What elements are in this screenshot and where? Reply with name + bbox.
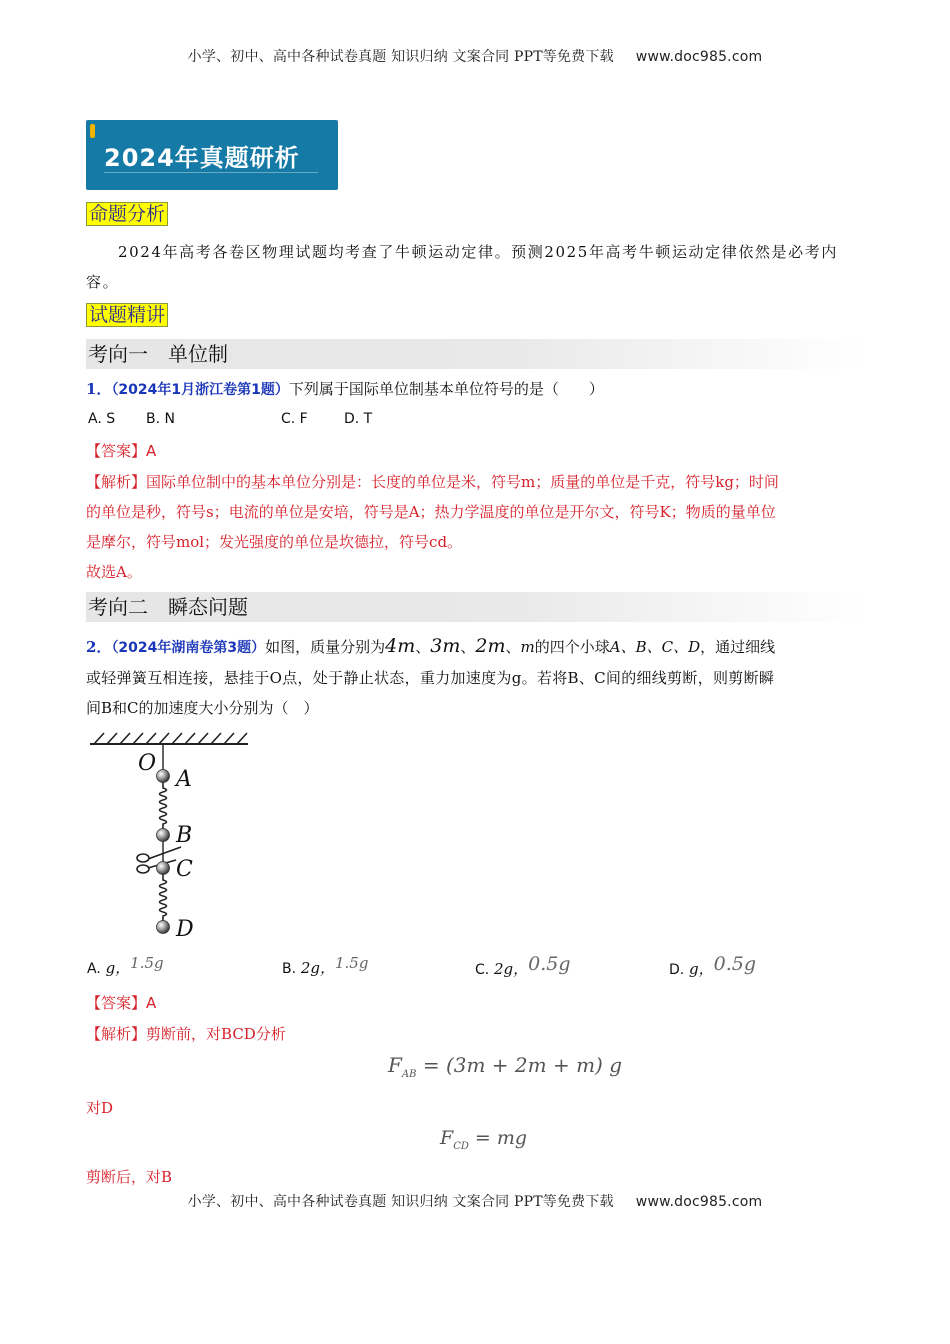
ball-a	[157, 770, 170, 783]
q2-stem-line-2: 或轻弹簧互相连接，悬挂于O点，处于静止状态，重力加速度为g。若将B、C间的细线剪断，则剪断瞬	[86, 669, 775, 687]
q1-option-c[interactable]: C. F	[281, 411, 308, 427]
q1-answer	[86, 436, 156, 466]
q1-answer-label: 【答案】	[86, 442, 147, 460]
q1-analysis-line-1: 国际单位制中的基本单位分别是：长度的单位是米，符号m；质量的单位是千克，符号kg；时间	[146, 473, 779, 491]
page-footer	[0, 1191, 950, 1211]
analysis-label: 命题分析	[86, 202, 168, 226]
q2-option-a[interactable]: A. g，1.5g	[87, 954, 164, 977]
q2-answer-label: 【答案】	[86, 994, 147, 1012]
spring-a-b	[160, 782, 167, 829]
section-1-title: 考向一 单位制	[86, 339, 866, 369]
header-text: 小学、初中、高中各种试卷真题 知识归纳 文案合同 PPT等免费下载	[187, 49, 614, 65]
ball-b	[157, 829, 170, 842]
q2-analysis-3: 剪断后，对B	[86, 1168, 173, 1186]
q2-option-b[interactable]: B. 2g，1.5g	[282, 954, 369, 977]
q2-stem-line-1: 2．（2024年湖南卷第3题）如图，质量分别为4m、3m、2m、m的四个小球A、B、C、D，通过细线	[86, 635, 776, 657]
title-banner	[86, 120, 338, 190]
q1-option-b[interactable]: B. N	[146, 411, 175, 427]
q2-analysis-2: 对D	[86, 1099, 114, 1117]
formula-f-ab: $F_{AB} = (3m + 2m + m)$ g	[388, 1053, 622, 1080]
footer-text: 小学、初中、高中各种试卷真题 知识归纳 文案合同 PPT等免费下载	[187, 1194, 614, 1210]
q1-source: （2024年1月浙江卷第1题）	[111, 382, 289, 398]
q2-stem-line-3: 间B和C的加速度大小分别为（ ）	[86, 699, 319, 717]
q2-option-c[interactable]: C. 2g，0.5g	[475, 953, 571, 978]
q2-answer-value: A	[146, 994, 157, 1012]
ball-c	[157, 862, 170, 875]
label-b: B	[176, 823, 193, 848]
lecture-heading	[86, 302, 168, 328]
q1-analysis-line-2: 的单位是秒，符号s；电流的单位是安培，符号是A；热力学温度的单位是开尔文，符号K；物质的量单位	[86, 503, 776, 521]
q1-analysis-label: 【解析】	[86, 473, 147, 491]
q1-analysis-line-3: 是摩尔，符号mol；发光强度的单位是坎德拉，符号cd。	[86, 533, 463, 551]
banner-underline	[104, 172, 318, 173]
q1-conclusion: 故选A。	[86, 563, 142, 581]
header-url[interactable]: www.doc985.com	[635, 49, 763, 65]
q2-number: 2．	[86, 638, 112, 656]
ball-d	[157, 921, 170, 934]
q2-source: （2024年湖南卷第3题）	[111, 640, 266, 656]
banner-accent	[90, 124, 95, 138]
section-2-title: 考向二 瞬态问题	[86, 592, 866, 622]
banner-title: 2024年真题研析	[104, 144, 300, 172]
footer-url[interactable]: www.doc985.com	[635, 1194, 763, 1210]
q1-option-a[interactable]: A. S	[88, 411, 116, 427]
analysis-text: 2024年高考各卷区物理试题均考查了牛顿运动定律。预测2025年高考牛顿运动定律依然是必考内容。	[86, 243, 838, 291]
analysis-heading	[86, 201, 168, 227]
q1-answer-value: A	[146, 442, 157, 460]
spring-c-d	[160, 874, 167, 921]
page-header	[0, 46, 950, 66]
formula-f-cd: $F_{CD}$ = mg	[440, 1127, 528, 1152]
lecture-label: 试题精讲	[86, 303, 168, 327]
q1-number: 1．	[86, 380, 112, 398]
q1-stem	[86, 374, 876, 405]
label-d: D	[176, 917, 194, 942]
q2-analysis-label: 【解析】	[86, 1025, 147, 1043]
label-a: A	[176, 767, 192, 792]
label-o: O	[138, 751, 157, 776]
ceiling-hatching	[94, 733, 247, 744]
q1-question: 下列属于国际单位制基本单位符号的是（ ）	[288, 380, 604, 398]
spring-ball-figure	[86, 728, 256, 942]
q1-analysis	[86, 467, 876, 587]
q2-answer	[86, 988, 156, 1018]
q1-option-d[interactable]: D. T	[344, 411, 373, 427]
label-c: C	[176, 857, 193, 882]
q2-analysis-1: 【解析】剪断前，对BCD分析	[86, 1025, 286, 1043]
q2-option-d[interactable]: D. g，0.5g	[669, 953, 757, 978]
